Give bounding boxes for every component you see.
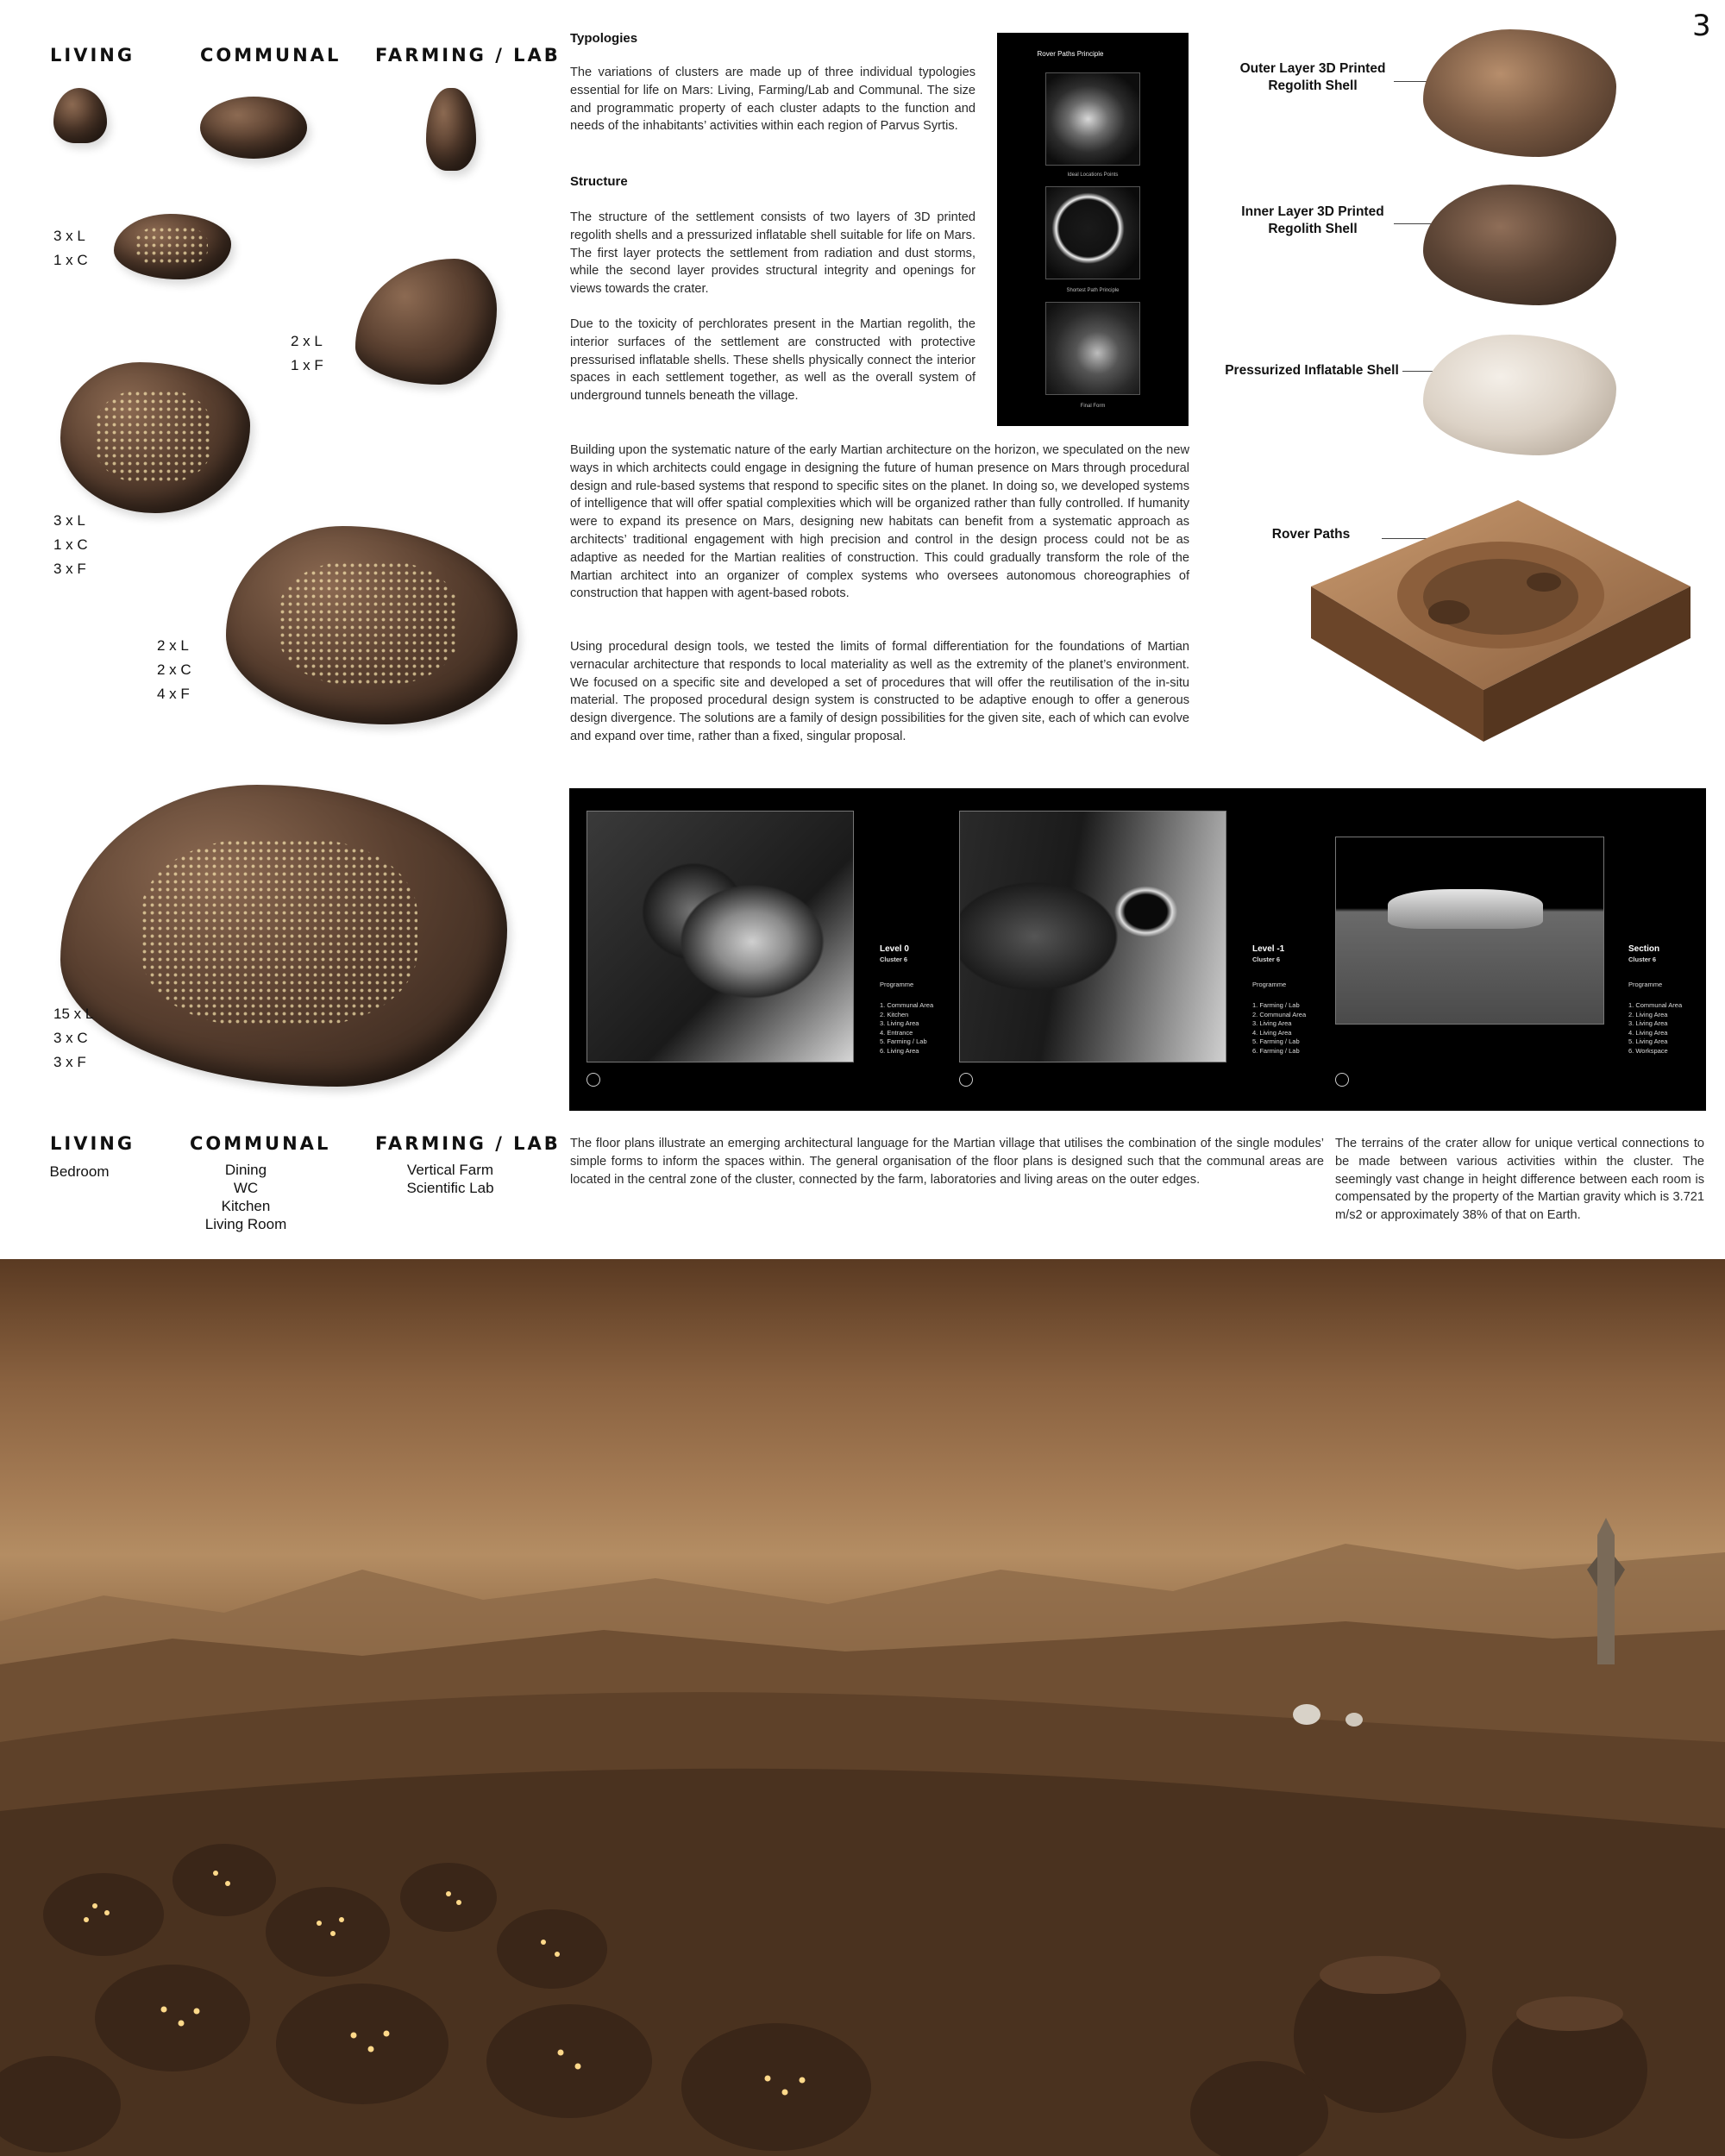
legend-rooms-communal: Dining WC Kitchen Living Room <box>204 1162 287 1232</box>
outer-shell-render <box>1423 29 1616 157</box>
cluster-render-1 <box>114 214 231 279</box>
mars-village-render <box>0 1259 1725 2156</box>
plan-level-minus-1-legend: Level -1 Cluster 6 Programme 1. Farming / Lab 2. Communal Area 3. Living Area 4. Living Area 5. Farming / Lab 6. Farming / Lab <box>1252 943 1356 1056</box>
typologies-paragraph: The variations of clusters are made up of three individual typologies essential for life on Mars: Living, Farming/Lab and Communal. The size and programmatic property of each cluster adapts to the function and needs of the inhabitants’ activities within each region of Parvus Syrtis. <box>570 66 975 134</box>
cluster-count-1: 3 x L 1 x C <box>53 228 88 268</box>
compass-icon <box>586 1073 600 1087</box>
cluster-render-5 <box>60 785 507 1087</box>
plan-level-0-title: Level 0 <box>880 944 909 954</box>
landscape-scenery <box>0 1259 1725 2156</box>
plan-level-minus-1-drawing <box>959 811 1226 1062</box>
structure-paragraph-1: The structure of the settlement consists of two layers of 3D printed regolith shells and a pressurized inflatable shell suitable for life on Mars. The first layer protects the settlement from radiation and dust storms, while the second layer provides structural integrity and openings for views towards the crater. <box>570 210 975 297</box>
label-inner-shell: Inner Layer 3D Printed Regolith Shell <box>1241 204 1384 236</box>
compass-icon <box>959 1073 973 1087</box>
cluster-count-4: 2 x L 2 x C 4 x F <box>157 637 191 702</box>
communal-module-render <box>200 97 307 159</box>
rover-paths-panel <box>997 33 1189 426</box>
legend-heading-living: LIVING <box>50 1133 135 1154</box>
floorplans-paragraph: The floor plans illustrate an emerging architectural language for the Martian village that utilises the combination of the single modules’ simple forms to inform the spaces within. The general organisation of the floor plans is designed such that the communal areas are located in the central zone of the cluster, connected by the farm, laboratories and living areas on the outer edges. <box>570 1137 1324 1187</box>
label-rover-paths: Rover Paths <box>1271 527 1351 542</box>
rover-caption-1: Ideal Locations Points <box>1067 172 1119 178</box>
legend-heading-farming: FARMING / LAB <box>375 1133 561 1154</box>
rover-diagram-2 <box>1045 186 1140 279</box>
label-outer-shell: Outer Layer 3D Printed Regolith Shell <box>1239 61 1386 93</box>
inner-shell-render <box>1423 185 1616 305</box>
section-drawing <box>1335 837 1604 1025</box>
structure-paragraph-2: Due to the toxicity of perchlorates present in the Martian regolith, the interior surfaces of the settlement are constructed with protective pressurised inflatable shells. These shells physically connect the interior spaces in each settlement together, as well as the overall system of underground tunnels beneath the village. <box>570 317 975 404</box>
cluster-count-3: 3 x L 1 x C 3 x F <box>53 512 88 577</box>
typology-heading-farming: FARMING / LAB <box>375 45 561 66</box>
farming-module-render <box>426 88 476 171</box>
section-legend: Section Cluster 6 Programme 1. Communal Area 2. Living Area 3. Living Area 4. Living Area 5. Living Area 6. Workspace <box>1628 943 1697 1056</box>
living-module-render <box>53 88 107 143</box>
rover-diagram-1 <box>1045 72 1140 166</box>
legend-rooms-living: Bedroom <box>49 1163 110 1180</box>
typology-heading-communal: COMMUNAL <box>200 45 342 66</box>
typologies-heading: Typologies <box>570 31 638 46</box>
floor-plans-panel <box>569 788 1706 1111</box>
main-paragraph-2: Using procedural design tools, we tested the limits of formal differentiation for the foundations of Martian vernacular architecture that responds to local materiality as well as the extremity of the planet’s environment. We focused on a specific site and developed a set of procedures that will offer the reutilisation of the in-situ material. The proposed procedural design system is constructed to be adaptive enough to offer a generous design divergence. The solutions are a family of design possibilities for the given site, each of which can evolve and expand over time, rather than a fixed, singular proposal. <box>570 640 1189 743</box>
rover-panel-title: Rover Paths Principle <box>1037 50 1104 58</box>
terrain-paragraph: The terrains of the crater allow for unique vertical connections to be made between various activities within the cluster. The seemingly vast change in height difference between each room is compensated by the property of the Martian gravity which is 3.721 m/s2 or approximately 38% of that on Earth. <box>1335 1137 1704 1223</box>
legend-heading-communal: COMMUNAL <box>190 1133 331 1154</box>
main-paragraph-1: Building upon the systematic nature of the early Martian architecture on the horizon, we speculated on the new ways in which architects could engage in designing the future of human presence on Mars through procedural design and rule-based systems that respond to specific sites on the planet. In doing so, we developed systems of intelligence that will offer spatial complexities which will be organized rather than fully controlled. If humanity were to expand its presence on Mars, designing new habitats can benefit from a systematic approach as architects’ traditional engagement with high precision and control in the design process could not be as adaptive as needed for the Martian realities of construction. This could gradually transform the role of the Martian architect into an organizer of complex systems who oversees autonomous choreographies of construction that happen with agent-based robots. <box>570 443 1189 601</box>
cluster-count-2: 2 x L 1 x F <box>291 333 323 373</box>
plan-level-0-drawing <box>586 811 854 1062</box>
label-inflatable-shell: Pressurized Inflatable Shell <box>1225 363 1399 378</box>
rover-diagram-3 <box>1045 302 1140 395</box>
cluster-count-5: 15 x L 3 x C 3 x F <box>53 1006 94 1070</box>
cluster-render-2 <box>355 259 497 385</box>
page-number: 3 <box>1692 9 1711 43</box>
cluster-render-4 <box>226 526 518 724</box>
compass-icon <box>1335 1073 1349 1087</box>
section-title: Section <box>1628 944 1660 954</box>
inflatable-shell-render <box>1423 335 1616 455</box>
rover-caption-2: Shortest Path Principle <box>1066 288 1120 293</box>
plan-level-minus-1-title: Level -1 <box>1252 944 1285 954</box>
cluster-render-3 <box>60 362 250 513</box>
rover-caption-3: Final Form <box>1080 404 1106 409</box>
typology-heading-living: LIVING <box>50 45 135 66</box>
terrain-block-render <box>1302 483 1699 759</box>
plan-level-0-legend: Level 0 Cluster 6 Programme 1. Communal Area 2. Kitchen 3. Living Area 4. Entrance 5. Farming / Lab 6. Living Area <box>880 943 983 1056</box>
legend-rooms-farming: Vertical Farm Scientific Lab <box>406 1162 494 1196</box>
structure-heading: Structure <box>570 174 628 189</box>
